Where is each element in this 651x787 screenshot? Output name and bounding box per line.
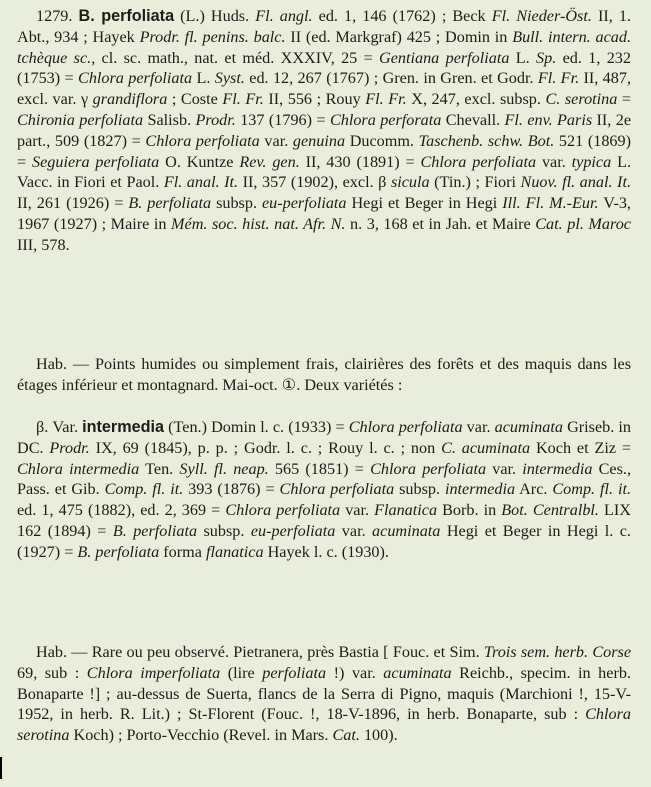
text-run: Koch) ; Porto-Vecchio (Revel. in Mars. [69,726,333,745]
text-run: subsp. [394,480,445,499]
italic-citation: Gentiana perfoliata [379,48,510,67]
entry-paragraph [17,417,631,563]
text-run: V-3, 1967 (1927) ; Maire in [17,194,631,233]
text-run: Borb. in [437,501,502,520]
text-run: n. 3, 168 et in Jah. et Maire [345,214,536,233]
text-run: 137 (1796) = [235,110,330,129]
text-run: 1279. [36,7,79,25]
text-run: Hegi et Beger in Hegi [346,194,503,213]
entry-paragraph [17,642,631,746]
italic-citation: Seguiera perfoliata [32,152,160,171]
italic-citation: B. perfoliata [77,542,160,561]
italic-citation: Chlora serotina [17,705,631,745]
text-run: Hab. — Points humides ou simplement frais, clairières des forêts et des maquis dans les étages inférieur et montagnard. Mai-oct. ①. Deux variétés : [17,355,631,394]
italic-citation: Fl. env. Paris [504,110,593,129]
variety-habitat-paragraph [17,642,631,746]
italic-citation: Ill. Fl. M.-Eur. [502,194,599,213]
text-run: II, 430 (1891) = [299,152,421,171]
italic-citation: Fl. angl. [255,7,313,25]
entry-paragraph [17,6,631,256]
italic-citation: Fl. Fr. [222,90,264,109]
text-run: var. [335,521,373,540]
text-run: !) var. [326,663,384,682]
italic-citation: intermedia [444,480,516,499]
italic-citation: Chlora perfoliata [348,418,463,436]
text-run: , cl. sc. math., nat. et méd. XXXIV, 25 = [91,48,380,67]
text-run: (lire [220,663,263,682]
italic-citation: Prodr. [195,110,236,129]
taxon-name: B. perfoliata [78,7,175,25]
entry-paragraph [17,354,631,396]
text-run: var. [340,501,375,520]
italic-citation: Comp. fl. it. [552,480,632,499]
text-run: II, 261 (1926) = [17,194,129,213]
text-run: Ces., Pass. et Gib. [17,459,632,499]
text-run: O. Kuntze [159,152,240,171]
text-run: II, 487, excl. var. γ [17,69,632,109]
text-run: III, 578. [17,235,70,254]
variety-entry-synonymy [17,417,631,563]
text-run: L. [509,48,537,67]
italic-citation: Chlora perforata [329,110,442,129]
scan-edge-mark [0,757,2,779]
text-run: X, 247, excl. subsp. [406,90,546,109]
text-run: Hab. — Rare ou peu observé. Pietranera, près Bastia [ Fouc. et Sim. [36,643,484,661]
italic-citation: Bot. Centralbl. [501,501,599,520]
habitat-paragraph [17,354,631,396]
italic-citation: acuminata [372,521,441,540]
text-run: Hegi et Beger in Hegi l. c. (1927) = [17,521,631,561]
italic-citation: Bull. intern. acad. tchèque sc. [17,27,632,67]
text-run: ed. 1, 475 (1882), ed. 2, 369 = [17,501,226,520]
italic-citation: Chlora perfoliata [145,131,260,150]
italic-citation: Syll. fl. neap. [179,459,269,478]
italic-citation: Mém. soc. hist. nat. Afr. N. [171,214,346,233]
text-run: II, 1. Abt., 934 ; Hayek [17,7,631,46]
text-run: Reichb., specim. in herb. Bonaparte !] ; au-dessus de Suerta, flancs de la Serra di Pigno, maquis (Marchioni !, 15-V-1952, in herb. R. Lit.) ; St-Florent (Fouc. !, 18-V-1896, in herb. Bonaparte, sub : [17,663,631,724]
text-run: forma [159,542,206,561]
italic-citation: Chlora perfoliata [420,152,537,171]
text-run: Koch et Ziz = [530,438,631,457]
text-run: var. [486,459,523,478]
italic-citation: Chlora perfoliata [78,69,193,88]
text-run: (Tin.) ; Fiori [429,173,521,192]
italic-citation: genuina [292,131,346,150]
text-run: LIX 162 (1894) = [17,501,632,540]
text-run: Griseb. in DC. [17,418,631,457]
text-run: Arc. [515,480,553,499]
italic-citation: Sp. [536,48,557,67]
text-run: Ducomm. [345,131,419,150]
italic-citation: Comp. fl. it. [104,480,184,499]
italic-citation: Chlora imperfoliata [86,663,221,682]
text-run: Hayek l. c. (1930). [263,542,389,561]
text-run: = [617,90,632,109]
italic-citation: perfoliata [262,663,327,682]
text-run: (Ten.) Domin l. c. (1933) = [164,418,349,436]
italic-citation: acuminata [494,418,563,436]
italic-citation: Chlora perfoliata [370,459,487,478]
text-run: 100). [359,726,398,745]
species-entry-synonymy [17,6,631,256]
text-run: (L.) Huds. [174,7,256,25]
italic-citation: Fl. Nieder-Öst. [491,7,592,25]
text-run: Ten. [139,459,180,478]
text-run: II, 556 ; Rouy [263,90,366,109]
italic-citation: B. perfoliata [112,521,198,540]
italic-citation: flanatica [205,542,264,561]
italic-citation: Rev. gen. [239,152,300,171]
italic-citation: grandiflora [92,90,168,109]
text-run: ed. 12, 267 (1767) ; Gren. in Gren. et Godr. [244,69,538,88]
text-run: Salisb. [143,110,196,129]
text-run: L. [192,69,215,88]
italic-citation: Fl. Fr. [365,90,407,109]
italic-citation: Prodr. fl. penins. balc. [139,27,286,46]
italic-citation: Prodr. [49,438,90,457]
italic-citation: typica [571,152,612,171]
text-run: β. Var. [36,418,83,436]
text-run: 69, sub : [17,663,87,682]
italic-citation: eu-perfoliata [250,521,336,540]
text-run: Chevall. [441,110,505,129]
text-run: var. [462,418,495,436]
italic-citation: intermedia [522,459,593,478]
text-run: subsp. [211,194,262,213]
text-run: II, 2e part., 509 (1827) = [17,110,631,150]
italic-citation: Fl. anal. It. [163,173,239,192]
italic-citation: C. acuminata [441,438,531,457]
text-run: IX, 69 (1845), p. p. ; Godr. l. c. ; Rouy l. c. ; non [89,438,442,457]
text-run: II, 357 (1902), excl. β [238,173,391,192]
italic-citation: Chironia perfoliata [17,110,144,129]
italic-citation: Chlora perfoliata [279,480,395,499]
italic-citation: Cat. pl. Maroc [535,214,631,233]
italic-citation: Syst. [214,69,245,88]
text-run: II (ed. Markgraf) 425 ; Domin in [285,27,513,46]
italic-citation: Chlora intermedia [17,459,140,478]
taxon-name: intermedia [82,418,165,436]
italic-citation: Trois sem. herb. Corse [483,643,631,661]
italic-citation: Cat. [332,726,360,745]
text-run: 521 (1869) = [17,131,631,171]
text-run: var. [259,131,293,150]
text-run: ed. 1, 232 (1753) = [17,48,631,88]
italic-citation: acuminata [383,663,452,682]
italic-citation: sicula [390,173,430,192]
text-run: ed. 1, 146 (1762) ; Beck [312,7,492,25]
text-run: ; Coste [167,90,223,109]
italic-citation: B. perfoliata [128,194,212,213]
italic-citation: Flanatica [374,501,438,520]
italic-citation: eu-perfoliata [261,194,347,213]
text-run: subsp. [197,521,251,540]
text-run: L. Vacc. in Fiori et Paol. [17,152,632,192]
text-run: 393 (1876) = [183,480,280,499]
italic-citation: Taschenb. schw. Bot. [418,131,555,150]
italic-citation: C. serotina [545,90,618,109]
italic-citation: Chlora perfoliata [225,501,341,520]
text-run: var. [536,152,572,171]
italic-citation: Fl. Fr. [537,69,580,88]
italic-citation: Nuov. fl. anal. It. [520,173,631,192]
text-run: 565 (1851) = [268,459,371,478]
